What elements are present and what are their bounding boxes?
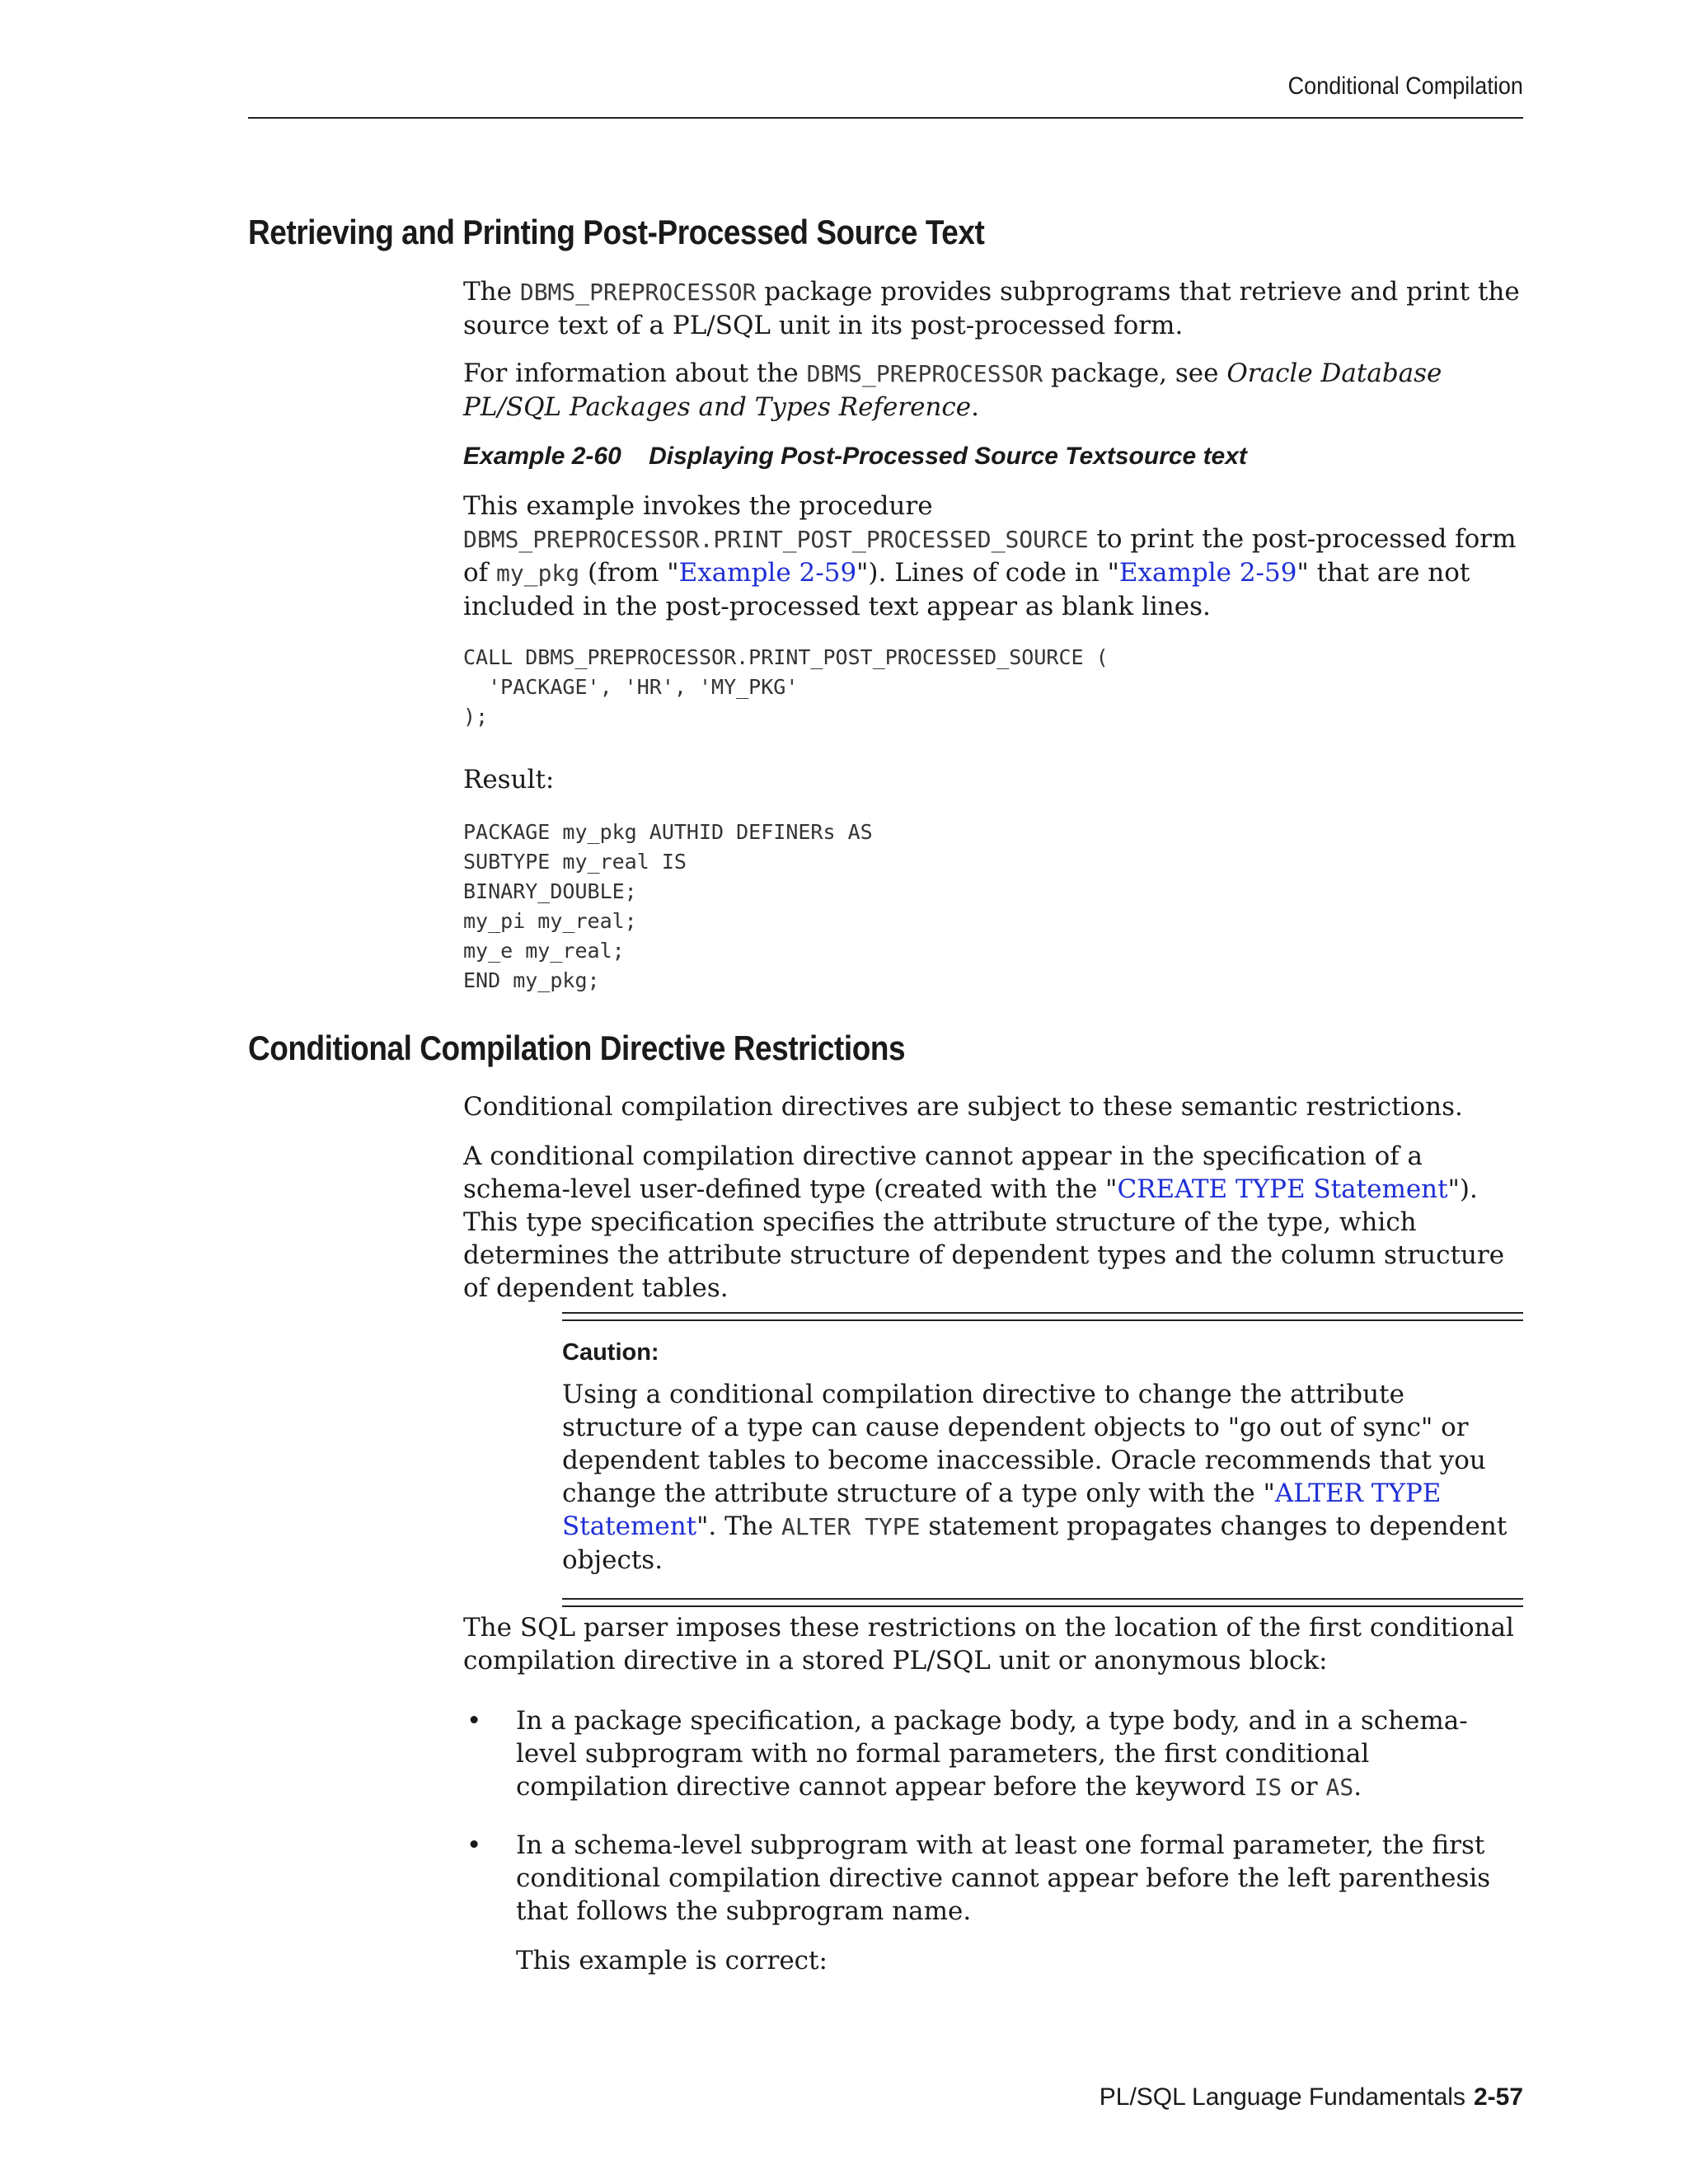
book-reference: Oracle Database PL/SQL Packages and Types Reference — [463, 359, 1442, 422]
paragraph-dbms-preprocessor-intro — [463, 275, 1526, 342]
bullet-marker: • — [467, 1706, 482, 1736]
text: " that are not included in the post-processed text appear as blank lines. — [463, 558, 1470, 621]
text: . — [971, 392, 979, 422]
text: . — [1353, 1772, 1362, 1802]
list-continuation — [463, 1944, 1526, 1977]
caution-text — [562, 1378, 1523, 1577]
paragraph-sql-parser — [463, 1611, 1526, 1677]
bullet-marker: • — [467, 1830, 482, 1860]
text: In a package specification, a package body, a type body, and in a schema-level subprogram with no formal parameters, the first conditional compilation directive cannot appear before the keyword — [516, 1706, 1468, 1802]
link-example-2-59[interactable]: Example 2-59 — [1118, 558, 1297, 588]
text: The — [463, 277, 520, 307]
list-item — [463, 1704, 1526, 1804]
inline-code: AS — [1325, 1774, 1354, 1801]
footer-title: PL/SQL Language Fundamentals — [1099, 2083, 1465, 2111]
text: "). This type specification specifies the attribute structure of the type, which determines the attribute structure of dependent types and the column structure of dependent tables. — [463, 1174, 1505, 1303]
text: This example invokes the procedure — [463, 491, 933, 521]
text: Using a conditional compilation directive to change the attribute structure of a type can cause dependent objects to "go out of sync" or dependent tables to become inaccessible. Oracle recommends that you change the attribute structure of a type only with the " — [562, 1380, 1486, 1508]
text: In a schema-level subprogram with at least one formal parameter, the first conditional compilation directive cannot appear before the left parenthesis that follows the subprogram name. — [516, 1830, 1491, 1926]
code-block-result: PACKAGE my_pkg AUTHID DEFINERs AS SUBTYPE my_real IS BINARY_DOUBLE; my_pi my_real; my_e my_real; END my_pkg; — [463, 820, 873, 992]
link-alter-type-statement[interactable]: ALTER TYPE Statement — [562, 1479, 1442, 1541]
inline-code: IS — [1254, 1774, 1282, 1801]
restriction-list — [463, 1704, 1526, 1977]
link-example-2-59[interactable]: Example 2-59 — [678, 558, 857, 588]
caution-bottom-rule — [562, 1598, 1523, 1607]
section-heading-retrieving: Retrieving and Printing Post-Processed Source Text — [248, 213, 985, 251]
list-item — [463, 1829, 1526, 1928]
text: A conditional compilation directive cannot appear in the specification of a schema-level user-defined type (created with the " — [463, 1141, 1423, 1204]
inline-code: DBMS_PREPROCESSOR — [806, 360, 1043, 387]
text: ". The — [696, 1511, 781, 1541]
paragraph-schema-level-type — [463, 1140, 1526, 1305]
text: to print the post-processed form of — [463, 524, 1517, 588]
example-title: Example 2-60 Displaying Post-Processed Source Textsource text — [463, 443, 1247, 470]
paragraph-reference — [463, 357, 1526, 424]
text: The SQL parser imposes these restrictions on the location of the first conditional compilation directive in a stored PL/SQL unit or anonymous block: — [463, 1613, 1514, 1675]
text: package, see — [1043, 359, 1227, 388]
running-header: Conditional Compilation — [1287, 73, 1523, 100]
caution-box — [562, 1312, 1523, 1607]
text: statement propagates changes to dependent objects. — [562, 1511, 1507, 1575]
text: or — [1282, 1772, 1326, 1802]
header-rule — [248, 117, 1523, 119]
code-block-call: CALL DBMS_PREPROCESSOR.PRINT_POST_PROCESSED_SOURCE ( 'PACKAGE', 'HR', 'MY_PKG' ); — [463, 645, 1109, 729]
link-create-type-statement[interactable]: CREATE TYPE Statement — [1117, 1174, 1448, 1204]
text: "). Lines of code in " — [856, 558, 1119, 588]
paragraph-example-description — [463, 490, 1526, 623]
caution-top-rule — [562, 1312, 1523, 1321]
inline-code: DBMS_PREPROCESSOR.PRINT_POST_PROCESSED_SOURCE — [463, 526, 1089, 553]
page-footer — [1100, 2083, 1523, 2111]
text: package provides subprograms that retrieve and print the source text of a PL/SQL unit in its post-processed form. — [463, 277, 1520, 340]
text: (from " — [579, 558, 679, 588]
result-label-wrap — [463, 763, 1526, 796]
inline-code: DBMS_PREPROCESSOR — [519, 279, 757, 306]
paragraph-semantic-restrictions — [463, 1090, 1526, 1123]
caution-label: Caution: — [562, 1339, 659, 1366]
text: For information about the — [463, 359, 807, 388]
inline-code: ALTER TYPE — [781, 1513, 921, 1540]
section-heading-restrictions: Conditional Compilation Directive Restrictions — [248, 1029, 906, 1067]
result-label: Result: — [463, 765, 555, 794]
page-number: 2-57 — [1473, 2083, 1523, 2111]
inline-code: my_pkg — [496, 560, 580, 587]
text: This example is correct: — [516, 1946, 828, 1975]
text: Conditional compilation directives are subject to these semantic restrictions. — [463, 1092, 1463, 1122]
